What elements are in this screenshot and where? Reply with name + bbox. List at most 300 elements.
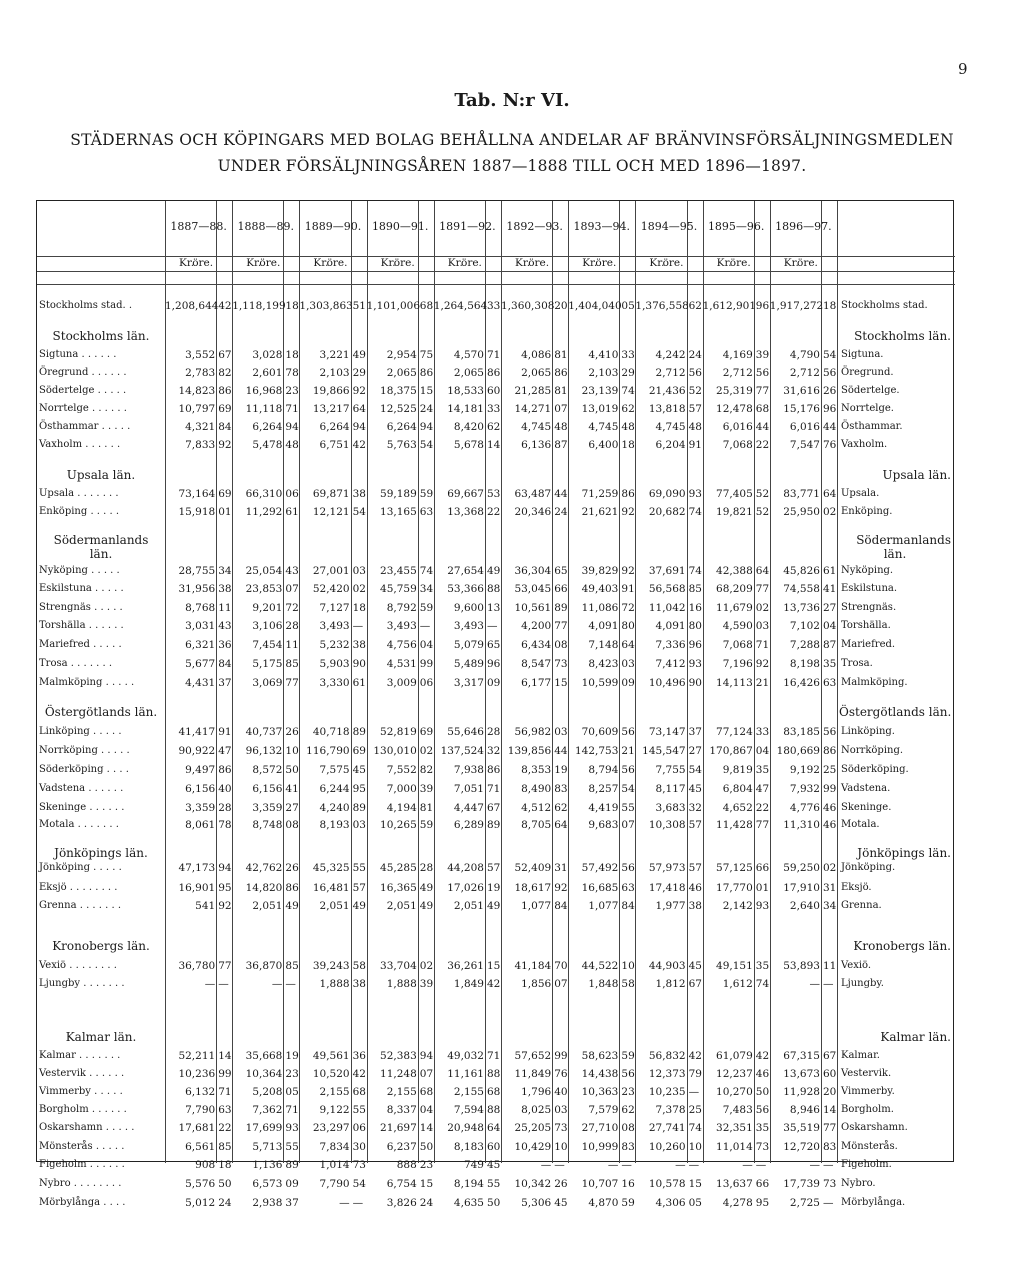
value-kr: 2,725 (789, 1197, 820, 1209)
value-kr: 8,337 (386, 1104, 417, 1116)
value-kr: 3,826 (386, 1197, 417, 1209)
value-kr: 27,741 (648, 1122, 686, 1134)
value-kr: 6,016 (722, 421, 753, 433)
value-kr: 7,362 (252, 1104, 283, 1116)
value-kr: 5,175 (252, 658, 283, 670)
value-kr: 180,669 (776, 745, 820, 757)
value-kr: 2,938 (252, 1197, 283, 1209)
value-kr: 10,270 (716, 1086, 753, 1098)
value-ore: 45 (554, 1197, 568, 1209)
row-label-right: Mariefred. (841, 639, 896, 650)
value-ore: 18 (285, 349, 299, 361)
column-rule (821, 201, 822, 1163)
value-kr: 4,278 (722, 1197, 753, 1209)
value-kr: 42,762 (245, 862, 283, 874)
value-ore: 56 (621, 1068, 635, 1080)
column-rule (283, 201, 284, 1163)
value-kr: 49,561 (312, 1050, 350, 1062)
row-label: Stockholms stad. . (39, 300, 133, 311)
value-kr: 45,285 (380, 862, 417, 874)
value-ore: 01 (755, 882, 770, 894)
unit-ore-label: öre. (595, 257, 617, 269)
value-ore: — (352, 620, 364, 632)
year-header: 1892—93. (506, 220, 563, 233)
row-label: Strengnäs . . . . . (39, 602, 123, 613)
value-ore: 11 (285, 639, 299, 651)
value-ore: 45 (688, 960, 702, 972)
value-kr: 10,342 (514, 1178, 552, 1190)
value-ore: 03 (352, 565, 366, 577)
value-ore: 71 (487, 1050, 501, 1062)
value-kr: 142,753 (574, 745, 619, 757)
value-kr: 11,042 (648, 602, 686, 614)
value-kr: 25,054 (245, 565, 283, 577)
value-ore: 35 (755, 1122, 770, 1134)
value-kr: 3,359 (185, 802, 216, 814)
value-ore: 43 (285, 565, 299, 577)
column-rule (351, 201, 352, 1163)
row-label: Mörbylånga . . . . (39, 1197, 126, 1208)
value-kr: 25,950 (783, 506, 820, 518)
value-ore: — (823, 1159, 834, 1171)
row-label-right: Enköping. (841, 506, 893, 517)
value-ore: 88 (487, 583, 501, 595)
value-ore: 50 (285, 764, 299, 776)
value-kr: 11,118 (245, 403, 283, 415)
value-ore: 20 (554, 300, 568, 312)
value-ore: 24 (419, 1197, 434, 1209)
unit-kr-label: Kr. (783, 257, 799, 269)
value-ore: 46 (823, 802, 837, 814)
value-kr: 8,794 (588, 764, 619, 776)
value-kr: 55,646 (447, 726, 484, 738)
value-ore: 56 (755, 1104, 770, 1116)
value-kr: 73,164 (178, 488, 216, 500)
value-ore: 39 (755, 349, 770, 361)
value-kr: 10,599 (581, 677, 619, 689)
value-kr: 1,014 (319, 1159, 350, 1171)
year-header: 1895—96. (707, 220, 765, 233)
value-ore: 10 (285, 745, 299, 757)
value-ore: 91 (218, 726, 232, 738)
value-ore: 93 (688, 658, 702, 670)
value-kr: 56,832 (648, 1050, 686, 1062)
value-ore: 40 (554, 1086, 568, 1098)
value-kr: 59,250 (783, 862, 820, 874)
value-kr: 4,635 (453, 1197, 484, 1209)
value-kr: 6,156 (185, 783, 216, 795)
value-ore: 67 (487, 802, 501, 814)
value-kr: 4,169 (722, 349, 753, 361)
value-kr: 14,271 (514, 403, 552, 415)
value-ore: 37 (688, 726, 702, 738)
value-kr: 10,520 (312, 1068, 350, 1080)
row-label: Upsala . . . . . . . (39, 488, 119, 499)
value-kr: 8,061 (185, 819, 216, 831)
value-kr: — (607, 1159, 619, 1171)
value-kr: 9,600 (453, 602, 484, 614)
row-label: Figeholm . . . . . . (39, 1159, 125, 1170)
value-kr: 21,285 (514, 385, 552, 397)
value-kr: 96,132 (245, 745, 283, 757)
value-ore: 64 (487, 1122, 501, 1134)
value-kr: 11,679 (716, 602, 753, 614)
value-kr: 2,155 (453, 1086, 484, 1098)
value-ore: 62 (554, 802, 568, 814)
value-ore: 57 (352, 882, 366, 894)
value-ore: 07 (554, 403, 568, 415)
value-kr: 27,001 (312, 565, 350, 577)
value-ore: 41 (823, 583, 837, 595)
value-ore: — (554, 1159, 565, 1171)
value-ore: 59 (621, 1050, 635, 1062)
column-rule (216, 201, 217, 1163)
value-ore: 14 (823, 1104, 837, 1116)
value-kr: 1,101,006 (366, 300, 421, 312)
value-kr: 4,570 (453, 349, 484, 361)
value-kr: 31,616 (783, 385, 820, 397)
row-label-right: Ljungby. (841, 978, 884, 989)
row-label-right: Linköping. (841, 726, 895, 737)
value-kr: 1,404,040 (568, 300, 622, 312)
row-label-right: Mörbylånga. (841, 1197, 906, 1208)
value-ore: 45 (487, 1159, 501, 1171)
value-kr: 67,315 (783, 1050, 820, 1062)
row-label: Södertelge . . . . . (39, 385, 127, 396)
value-kr: 17,418 (648, 882, 686, 894)
value-kr: 3,031 (185, 620, 216, 632)
value-ore: 56 (823, 726, 837, 738)
value-ore: 42 (755, 1050, 770, 1062)
value-kr: 5,763 (386, 439, 417, 451)
value-kr: 11,014 (716, 1141, 753, 1153)
value-kr: 39,243 (312, 960, 350, 972)
value-kr: 3,683 (655, 802, 686, 814)
value-ore: 91 (688, 439, 702, 451)
row-label: Torshälla . . . . . . (39, 620, 124, 631)
value-kr: 5,576 (185, 1178, 216, 1190)
value-ore: — (419, 620, 431, 632)
value-ore: 18 (621, 439, 635, 451)
value-kr: 16,426 (783, 677, 820, 689)
value-ore: 90 (688, 677, 702, 689)
value-kr: 6,204 (655, 439, 686, 451)
county-heading: Kalmar län. (65, 1030, 137, 1044)
value-kr: 16,481 (312, 882, 350, 894)
value-kr: 68,209 (716, 583, 753, 595)
value-ore: 99 (823, 783, 837, 795)
value-ore: 11 (218, 602, 232, 614)
value-kr: 8,025 (521, 1104, 552, 1116)
value-kr: 8,792 (386, 602, 417, 614)
value-ore: 49 (352, 900, 366, 912)
value-kr: 1,977 (655, 900, 686, 912)
value-kr: 130,010 (373, 745, 417, 757)
value-ore: 78 (285, 367, 299, 379)
value-kr: 12,478 (716, 403, 753, 415)
row-label-right: Borgholm. (841, 1104, 894, 1115)
value-kr: 69,871 (312, 488, 350, 500)
value-kr: 23,139 (581, 385, 619, 397)
value-kr: 28,755 (178, 565, 216, 577)
value-kr: 11,928 (783, 1086, 820, 1098)
value-kr: 57,125 (716, 862, 753, 874)
unit-kr-label: Kr. (515, 257, 531, 269)
value-kr: 8,420 (453, 421, 484, 433)
row-label: Östhammar . . . . . (39, 421, 131, 432)
value-ore: 33 (621, 349, 635, 361)
value-ore: 19 (554, 764, 568, 776)
value-kr: 8,193 (319, 819, 350, 831)
value-ore: 86 (218, 764, 232, 776)
value-ore: 31 (823, 882, 837, 894)
value-kr: 52,819 (380, 726, 417, 738)
value-kr: 10,260 (648, 1141, 686, 1153)
value-kr: 5,232 (319, 639, 350, 651)
value-ore: 44 (823, 421, 837, 433)
unit-ore-label: öre. (797, 257, 818, 269)
value-ore: — (621, 1159, 632, 1171)
value-ore: 42 (688, 1050, 702, 1062)
year-header: 1887—88. (170, 220, 227, 233)
value-ore: — (688, 1159, 700, 1171)
value-kr: 1,136 (252, 1159, 283, 1171)
value-ore: 55 (487, 1178, 501, 1190)
value-ore: 68 (419, 1086, 434, 1098)
value-kr: 37,691 (648, 565, 686, 577)
value-kr: 5,713 (252, 1141, 283, 1153)
row-label: Öregrund . . . . . . (39, 367, 127, 378)
value-kr: 3,106 (252, 620, 283, 632)
value-kr: 16,901 (178, 882, 216, 894)
value-ore: 20 (823, 1086, 837, 1098)
value-kr: 541 (195, 900, 216, 912)
value-ore: — (823, 1197, 834, 1209)
row-label-right: Östhammar. (841, 421, 903, 432)
value-ore: 88 (487, 1068, 501, 1080)
value-ore: 86 (487, 764, 501, 776)
row-label-right: Vaxholm. (841, 439, 888, 450)
value-ore: 27 (823, 602, 837, 614)
value-ore: 07 (554, 978, 568, 990)
value-kr: 13,217 (312, 403, 350, 415)
value-ore: 33 (755, 726, 770, 738)
header-rule (37, 284, 955, 285)
value-kr: 12,525 (380, 403, 417, 415)
value-ore: — (688, 1086, 700, 1098)
value-kr: 14,820 (245, 882, 283, 894)
value-kr: 2,065 (521, 367, 552, 379)
value-kr: 11,248 (380, 1068, 417, 1080)
value-kr: 4,512 (521, 802, 552, 814)
row-label-right: Kalmar. (841, 1050, 880, 1061)
value-kr: 32,351 (716, 1122, 753, 1134)
value-ore: 58 (352, 960, 366, 972)
value-kr: 2,051 (453, 900, 484, 912)
value-kr: 20,948 (447, 1122, 484, 1134)
value-kr: 1,264,564 (433, 300, 488, 312)
year-header: 1896—97. (775, 220, 832, 233)
value-kr: 21,697 (380, 1122, 417, 1134)
year-header: 1890—91. (371, 220, 429, 233)
value-ore: 23 (621, 1086, 635, 1098)
value-ore: 83 (621, 1141, 635, 1153)
value-ore: 58 (621, 978, 635, 990)
value-ore: 07 (285, 583, 299, 595)
value-kr: 7,378 (655, 1104, 686, 1116)
county-heading: Stockholms län. (52, 329, 150, 343)
value-kr: 6,264 (252, 421, 283, 433)
value-kr: 8,194 (453, 1178, 484, 1190)
county-heading-right: Östergötlands län. (839, 705, 952, 719)
value-kr: 2,155 (386, 1086, 417, 1098)
value-kr: 8,572 (252, 764, 283, 776)
value-ore: 92 (755, 658, 770, 670)
value-ore: 05 (688, 1197, 702, 1209)
value-ore: 10 (688, 1141, 702, 1153)
value-kr: — (204, 978, 216, 990)
value-kr: 40,718 (312, 726, 350, 738)
value-kr: 2,712 (722, 367, 753, 379)
value-ore: 23 (419, 1159, 434, 1171)
value-kr: 1,856 (521, 978, 552, 990)
value-ore: 21 (755, 677, 770, 689)
row-label: Mönsterås . . . . . (39, 1141, 125, 1152)
value-ore: — (755, 1159, 767, 1171)
value-ore: 84 (554, 900, 568, 912)
page-number: 9 (958, 60, 968, 78)
value-ore: 74 (688, 565, 702, 577)
value-ore: 02 (823, 506, 837, 518)
row-label-right: Södertelge. (841, 385, 900, 396)
unit-ore-label: öre. (528, 257, 550, 269)
value-ore: 74 (419, 565, 434, 577)
value-kr: 27,654 (447, 565, 484, 577)
value-ore: 73 (352, 1159, 366, 1171)
value-kr: 1,360,308 (501, 300, 555, 312)
value-ore: 67 (688, 978, 702, 990)
value-kr: 4,321 (185, 421, 216, 433)
value-ore: 73 (554, 1122, 568, 1134)
value-ore: 76 (554, 1068, 568, 1080)
value-kr: 53,893 (783, 960, 820, 972)
value-kr: 4,086 (521, 349, 552, 361)
value-kr: 4,870 (588, 1197, 619, 1209)
value-kr: 17,026 (447, 882, 484, 894)
value-kr: 1,077 (521, 900, 552, 912)
value-ore: 77 (755, 385, 770, 397)
value-kr: 7,547 (789, 439, 820, 451)
row-label: Ljungby . . . . . . . (39, 978, 125, 989)
value-ore: 54 (823, 349, 837, 361)
value-kr: 2,712 (789, 367, 820, 379)
value-ore: 02 (419, 960, 434, 972)
value-kr: 170,867 (709, 745, 753, 757)
value-kr: 2,783 (185, 367, 216, 379)
value-kr: 1,796 (521, 1086, 552, 1098)
value-ore: 07 (419, 1068, 434, 1080)
row-label-right: Jönköping. (841, 862, 896, 873)
value-kr: 8,547 (521, 658, 552, 670)
value-ore: 23 (285, 385, 299, 397)
value-kr: 5,012 (185, 1197, 216, 1209)
year-header: 1893—94. (573, 220, 631, 233)
value-ore: 21 (621, 745, 635, 757)
value-ore: 71 (285, 403, 299, 415)
value-kr: 6,177 (521, 677, 552, 689)
value-kr: 83,771 (783, 488, 820, 500)
value-kr: 1,303,863 (299, 300, 353, 312)
value-ore: 99 (218, 1068, 232, 1080)
value-ore: 93 (755, 900, 770, 912)
value-ore: 28 (285, 620, 299, 632)
row-label: Söderköping . . . . (39, 764, 129, 775)
value-ore: 55 (621, 802, 635, 814)
row-label-right: Vadstena. (841, 783, 891, 794)
value-ore: 08 (621, 1122, 635, 1134)
row-label-right: Norrköping. (841, 745, 904, 756)
value-kr: 14,113 (716, 677, 753, 689)
value-kr: 1,917,272 (769, 300, 824, 312)
row-label-right: Oskarshamn. (841, 1122, 908, 1133)
value-kr: 9,122 (319, 1104, 350, 1116)
value-kr: 71,259 (581, 488, 619, 500)
value-kr: 12,121 (312, 506, 350, 518)
value-kr: 2,712 (655, 367, 686, 379)
value-ore: 74 (688, 1122, 702, 1134)
value-ore: 29 (352, 367, 366, 379)
value-kr: 7,196 (722, 658, 753, 670)
value-ore: 10 (621, 960, 635, 972)
value-kr: 9,497 (185, 764, 216, 776)
value-ore: 62 (621, 403, 635, 415)
value-kr: 77,124 (716, 726, 753, 738)
value-ore: 22 (487, 506, 501, 518)
value-kr: 10,578 (648, 1178, 686, 1190)
value-kr: — (540, 1159, 552, 1171)
value-kr: 13,019 (581, 403, 619, 415)
value-kr: 5,677 (185, 658, 216, 670)
value-ore: 96 (688, 639, 702, 651)
value-ore: 77 (823, 1122, 837, 1134)
value-ore: 49 (487, 900, 501, 912)
value-ore: 27 (688, 745, 702, 757)
value-ore: 81 (554, 349, 568, 361)
value-kr: 2,103 (588, 367, 619, 379)
value-ore: 73 (823, 1178, 837, 1190)
value-kr: 11,161 (447, 1068, 484, 1080)
value-kr: 9,201 (252, 602, 283, 614)
value-ore: 13 (487, 602, 501, 614)
value-ore: 54 (352, 506, 366, 518)
value-kr: 19,866 (312, 385, 350, 397)
value-kr: 6,289 (453, 819, 484, 831)
value-kr: 7,790 (185, 1104, 216, 1116)
value-ore: 56 (621, 764, 635, 776)
value-ore: 96 (487, 658, 501, 670)
row-label-right: Sigtuna. (841, 349, 884, 360)
value-kr: 1,118,199 (232, 300, 286, 312)
value-ore: 25 (688, 1104, 702, 1116)
county-heading: Kronobergs län. (52, 939, 150, 953)
value-ore: 06 (419, 677, 434, 689)
value-kr: 7,834 (319, 1141, 350, 1153)
value-ore: 81 (419, 802, 434, 814)
value-kr: 56,568 (648, 583, 686, 595)
value-kr: 4,790 (789, 349, 820, 361)
value-kr: 4,745 (655, 421, 686, 433)
value-ore: 01 (218, 506, 232, 518)
